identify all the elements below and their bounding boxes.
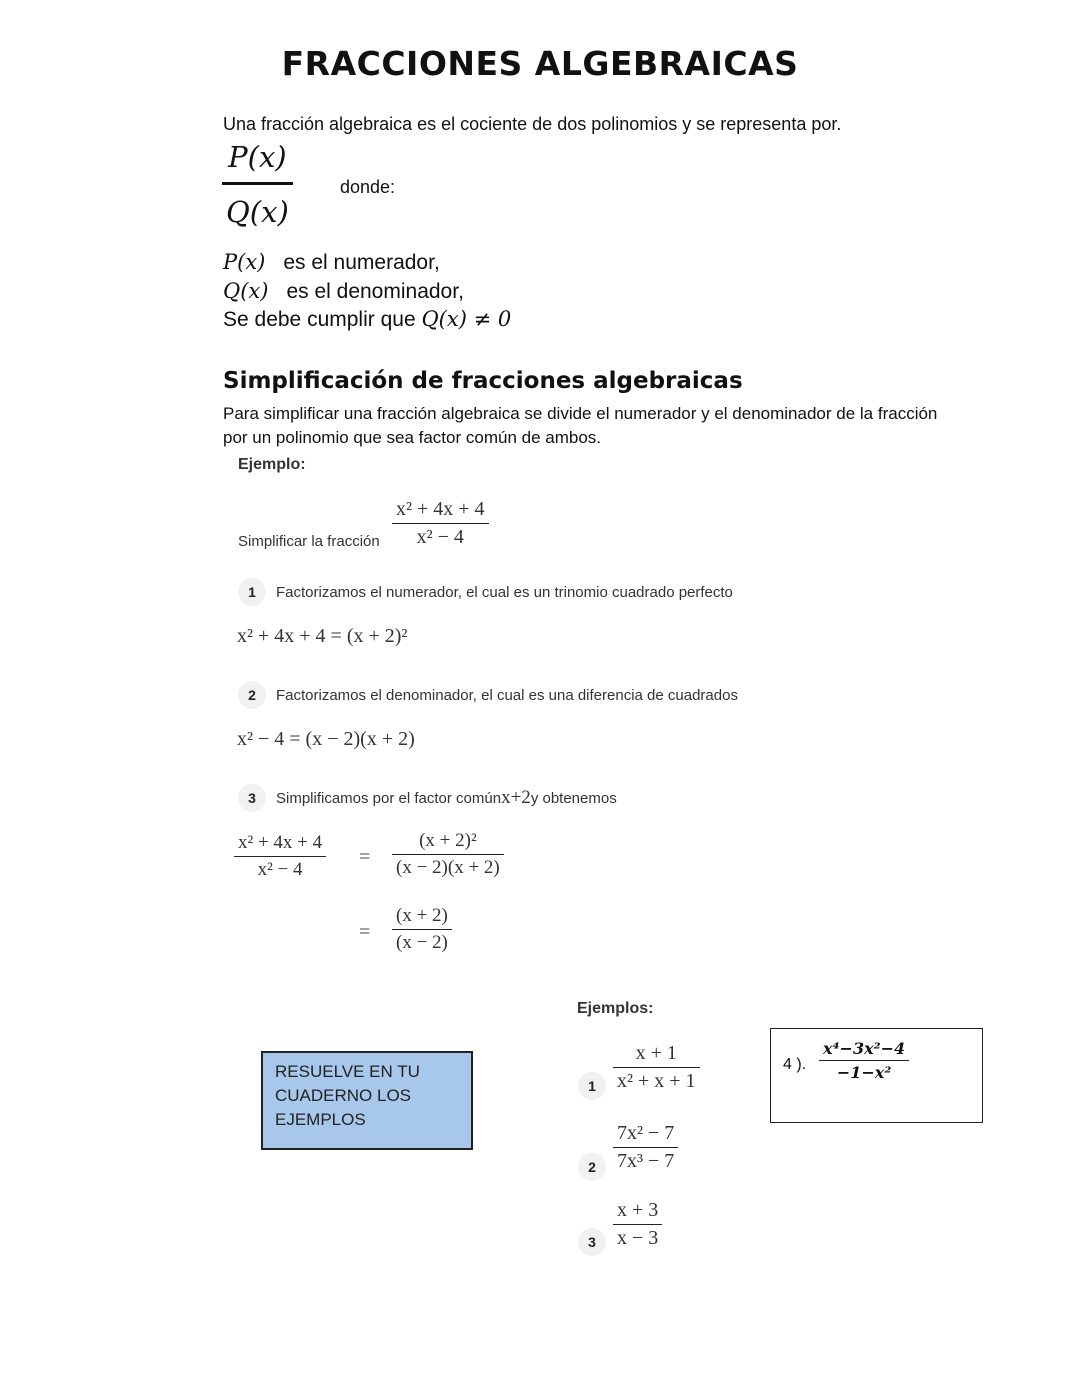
condition (223, 307, 511, 332)
main-fraction-denominator: Q(x) (226, 195, 289, 229)
section-title: Simplificación de fracciones algebraicas (223, 368, 743, 394)
example-label: Ejemplo: (238, 456, 306, 473)
fraction-numerator: x² + 4x + 4 (396, 498, 485, 520)
step-number-badge: 3 (238, 784, 266, 812)
step-3 (238, 784, 617, 812)
exercise-2-fraction (613, 1122, 678, 1173)
exercise-4-box (770, 1028, 983, 1123)
exercise-4-label: 4 ). (783, 1056, 807, 1073)
definition-numerator (223, 250, 440, 275)
fraction-denominator: 7x³ − 7 (617, 1150, 675, 1172)
step-number-badge: 2 (238, 681, 266, 709)
final-left-fraction (234, 832, 326, 881)
condition-math: Q(x) ≠ 0 (421, 307, 512, 331)
final-mid-fraction (392, 830, 504, 879)
exercise-1-fraction (613, 1042, 700, 1093)
definition-text: es el denominador, (286, 280, 464, 303)
ejemplos-label: Ejemplos: (577, 1000, 654, 1017)
exercise-4-fraction (819, 1039, 909, 1082)
exercise-number-badge: 3 (578, 1228, 606, 1256)
fraction-denominator: −1−x² (836, 1063, 892, 1082)
definition-symbol: Q(x) (223, 279, 269, 303)
main-fraction-numerator: P(x) (228, 140, 287, 174)
final-right-fraction (392, 905, 452, 954)
step-number-badge: 1 (238, 578, 266, 606)
condition-text: Se debe cumplir que (223, 308, 422, 331)
fraction-numerator: x + 3 (617, 1199, 659, 1221)
resuelve-box: RESUELVE EN TU CUADERNO LOS EJEMPLOS (261, 1051, 473, 1150)
definition-symbol: P(x) (223, 250, 266, 274)
fraction-numerator: x + 1 (635, 1042, 677, 1064)
simplify-label: Simplificar la fracción (238, 533, 380, 550)
page-title: FRACCIONES ALGEBRAICAS (281, 44, 799, 83)
fraction-denominator: x² − 4 (416, 526, 464, 548)
fraction-denominator: x − 3 (617, 1227, 659, 1249)
step-2-equation: x² − 4 = (x − 2)(x + 2) (237, 728, 415, 750)
fraction-denominator: x² − 4 (257, 859, 303, 880)
fraction-numerator: x² + 4x + 4 (238, 832, 323, 853)
definition-denominator (223, 279, 464, 304)
definition-text: es el numerador, (283, 251, 440, 274)
intro-text: Una fracción algebraica es el cociente de dos polinomios y se representa por. (223, 114, 842, 134)
exercise-number-badge: 2 (578, 1153, 606, 1181)
step-text-before: Simplificamos por el factor común (276, 789, 502, 807)
step-text: Factorizamos el denominador, el cual es una diferencia de cuadrados (276, 686, 738, 704)
donde-text: donde: (340, 177, 396, 197)
step-text: Factorizamos el numerador, el cual es un trinomio cuadrado perfecto (276, 583, 733, 601)
exercise-number-badge: 1 (578, 1072, 606, 1100)
fraction-numerator: x⁴−3x²−4 (823, 1039, 906, 1058)
fraction-numerator: (x + 2) (396, 905, 448, 926)
step-text-after: y obtenemos (530, 789, 617, 807)
simplify-fraction (392, 498, 489, 549)
fraction-denominator: x² + x + 1 (617, 1070, 696, 1092)
equals-sign: = (359, 846, 371, 868)
step-1-equation: x² + 4x + 4 = (x + 2)² (237, 625, 408, 647)
step-factor: x+2 (501, 787, 531, 808)
step-2 (238, 681, 738, 709)
step-1 (238, 578, 733, 606)
fraction-bar (222, 182, 293, 185)
exercise-3-fraction (613, 1199, 662, 1250)
section-paragraph: Para simplificar una fracción algebraica se divide el numerador y el denominador de la fracción por un polinomio que sea factor común de ambos. (223, 404, 938, 447)
fraction-numerator: (x + 2)² (419, 830, 477, 851)
equals-sign: = (359, 921, 371, 943)
fraction-denominator: (x − 2) (396, 932, 448, 953)
main-fraction (222, 140, 293, 229)
fraction-numerator: 7x² − 7 (617, 1122, 675, 1144)
fraction-denominator: (x − 2)(x + 2) (396, 857, 500, 878)
